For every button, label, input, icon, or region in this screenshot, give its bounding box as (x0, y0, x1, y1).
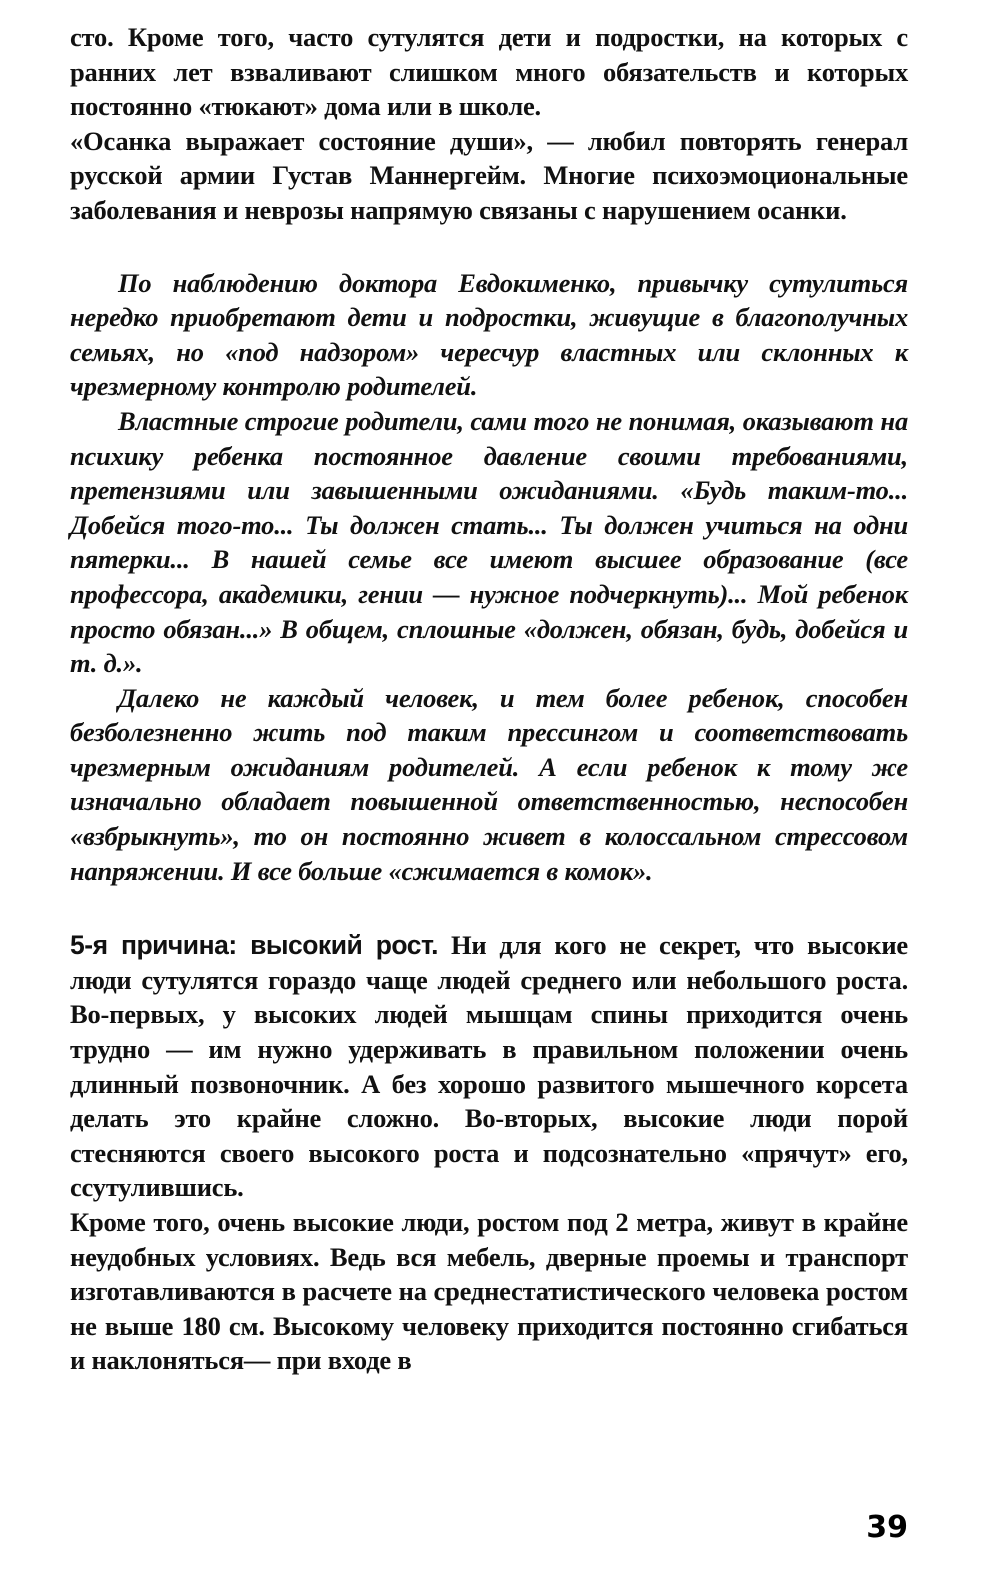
paragraph-tall-people: Кроме того, очень высокие люди, ростом под 2 метра, живут в крайне неудобных условиях. Ведь вся мебель, дверные проемы и транспорт изготавливаются в расчете на среднестатистического человека ростом не выше 180 см. Высокому человеку приходится постоянно сгибаться и наклоняться— при входе в (70, 1207, 908, 1376)
page-content (70, 20, 908, 1378)
page-number: 39 (866, 1510, 908, 1545)
reason-5-heading: 5-я причина: высокий рост. (70, 930, 438, 961)
paragraph-continuation: сто. Кроме того, часто сутулятся дети и подростки, на которых с ранних лет взваливают слишком много обязательств и которых постоянно «тюкают» дома или в школе. (70, 22, 908, 122)
paragraph-mannerheim-quote: «Осанка выражает состояние души», — любил повторять генерал русской армии Густав Маннергейм. Многие психоэмоциональные заболевания и неврозы напрямую связаны с нарушением осанки. (70, 125, 908, 225)
italic-quote-block (70, 266, 908, 889)
quote-paragraph-2: Властные строгие родители, сами того не понимая, оказывают на психику ребенка постоянное давление своими требованиями, претензиями или завышенными ожиданиями. «Будь таким-то... Добейся того-то... Ты должен стать... Ты должен учиться на одни пятерки... В нашей семье все имеют высшее образование (все профессора, академики, гении — нужное подчеркнуть)... Мой ребенок просто обязан...» В общем, сплошные «должен, обязан, будь, добейся и т. д.». (70, 405, 908, 679)
quote-paragraph-1: По наблюдению доктора Евдокименко, привычку сутулиться нередко приобретают дети и подростки, живущие в благополучных семьях, но «под надзором» чересчур властных или склонных к чрезмерному контролю родителей. (70, 267, 908, 402)
paragraph-reason-5 (70, 928, 908, 1205)
reason-5-text: Ни для кого не секрет, что высокие люди сутулятся гораздо чаще людей среднего или небольшого роста. Во-первых, у высоких людей мышцам спины приходится очень трудно — им нужно удерживать в правильном положении очень длинный позвоночник. А без хорошо развитого мышечного корсета делать это крайне сложно. Во-вторых, высокие люди порой стесняются своего высокого роста и подсознательно «прячут» его, ссутулившись. (70, 930, 908, 1203)
quote-paragraph-3: Далеко не каждый человек, и тем более ребенок, способен безболезненно жить под таким прессингом и соответствовать чрезмерным ожиданиям родителей. А если ребенок к тому же изначально обладает повышенной ответственностью, неспособен «взбрыкнуть», то он постоянно живет в колоссальном стрессовом напряжении. И все больше «сжимается в комок». (70, 682, 908, 886)
